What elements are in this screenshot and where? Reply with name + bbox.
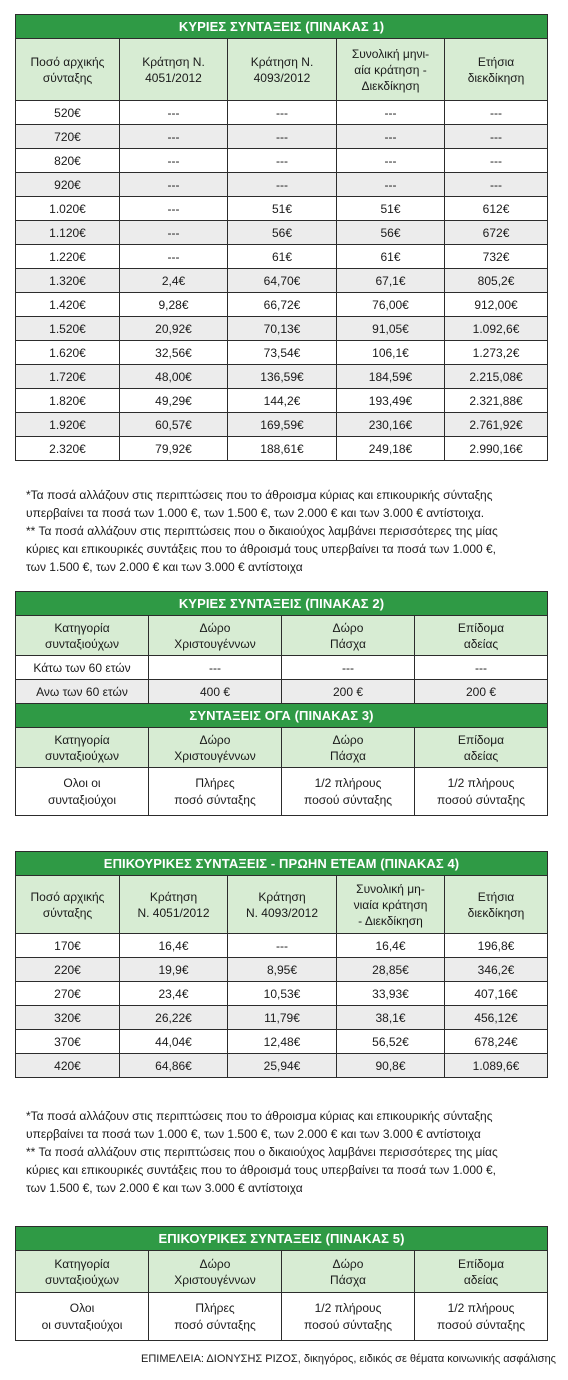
column-header: Δώρο Πάσχα bbox=[282, 728, 415, 768]
table-cell: 61€ bbox=[337, 245, 445, 269]
column-header: Δώρο Πάσχα bbox=[282, 616, 415, 656]
footnote-line: υπερβαίνει τα ποσά των 1.000 €, των 1.500 €, των 2.000 € και των 3.000 € αντίστοιχα. bbox=[26, 506, 485, 520]
table-cell: 1.820€ bbox=[16, 389, 120, 413]
table-cell: 346,2€ bbox=[445, 958, 548, 982]
table-cell: 12,48€ bbox=[228, 1030, 337, 1054]
table-cell: --- bbox=[445, 149, 548, 173]
table-cell: 2.761,92€ bbox=[445, 413, 548, 437]
table-cell: 1.420€ bbox=[16, 293, 120, 317]
column-header: Δώρο Χριστουγέννων bbox=[149, 1251, 282, 1293]
table-cell: 70,13€ bbox=[228, 317, 337, 341]
table-row bbox=[16, 1293, 548, 1341]
table-cell: 520€ bbox=[16, 101, 120, 125]
table-row bbox=[16, 197, 548, 221]
table-cell: 144,2€ bbox=[228, 389, 337, 413]
table-row bbox=[16, 1030, 548, 1054]
table-cell: Κάτω των 60 ετών bbox=[16, 656, 149, 680]
table-row bbox=[16, 680, 548, 704]
table-cell: 188,61€ bbox=[228, 437, 337, 461]
table-cell: 56,52€ bbox=[337, 1030, 445, 1054]
table-cell: 1/2 πλήρους ποσού σύνταξης bbox=[282, 1293, 415, 1341]
table-cell: 184,59€ bbox=[337, 365, 445, 389]
table-cell: 1.220€ bbox=[16, 245, 120, 269]
column-header: Δώρο Χριστουγέννων bbox=[149, 728, 282, 768]
column-header: Κατηγορία συνταξιούχων bbox=[16, 616, 149, 656]
table-cell: Ολοι οι συνταξιούχοι bbox=[16, 768, 149, 816]
table-cell: 1.620€ bbox=[16, 341, 120, 365]
table-cell: Ολοι οι συνταξιούχοι bbox=[16, 1293, 149, 1341]
table-cell: 56€ bbox=[337, 221, 445, 245]
footnote-line: ** Τα ποσά αλλάζουν στις περιπτώσεις που ο δικαιούχος λαμβάνει περισσότερες της μίας bbox=[26, 524, 498, 538]
table-cell: 20,92€ bbox=[120, 317, 228, 341]
column-header: Συνολική μη- νιαία κράτηση - Διεκδίκηση bbox=[337, 876, 445, 934]
table-cell: 456,12€ bbox=[445, 1006, 548, 1030]
column-header: Επίδομα αδείας bbox=[415, 616, 548, 656]
footnotes bbox=[26, 1107, 548, 1197]
table-cell: 76,00€ bbox=[337, 293, 445, 317]
table-cell: 73,54€ bbox=[228, 341, 337, 365]
table-cell: 2,4€ bbox=[120, 269, 228, 293]
table-row bbox=[16, 437, 548, 461]
table-cell: 91,05€ bbox=[337, 317, 445, 341]
column-header: Δώρο Πάσχα bbox=[282, 1251, 415, 1293]
table-cell: 612€ bbox=[445, 197, 548, 221]
table-cell: 169,59€ bbox=[228, 413, 337, 437]
table-cell: 51€ bbox=[337, 197, 445, 221]
editor-credit: ΕΠΙΜΕΛΕΙΑ: ΔΙΟΝΥΣΗΣ ΡΙΖΟΣ, δικηγόρος, ειδικός σε θέματα κοινωνικής ασφάλισης bbox=[141, 1353, 556, 1365]
table-title: ΚΥΡΙΕΣ ΣΥΝΤΑΞΕΙΣ (ΠΙΝΑΚΑΣ 1) bbox=[16, 15, 548, 39]
table-cell: 249,18€ bbox=[337, 437, 445, 461]
column-header: Δώρο Χριστουγέννων bbox=[149, 616, 282, 656]
table-epikourikes-eteam-4 bbox=[15, 851, 548, 1078]
table-row bbox=[16, 317, 548, 341]
footnote-line: των 1.500 €, των 2.000 € και των 3.000 € αντίστοιχα bbox=[26, 1181, 303, 1195]
table-cell: 49,29€ bbox=[120, 389, 228, 413]
table-cell: --- bbox=[445, 101, 548, 125]
table-cell: 200 € bbox=[415, 680, 548, 704]
column-header: Επίδομα αδείας bbox=[415, 1251, 548, 1293]
table-title: ΣΥΝΤΑΞΕΙΣ ΟΓΑ (ΠΙΝΑΚΑΣ 3) bbox=[16, 704, 548, 728]
table-cell: 23,4€ bbox=[120, 982, 228, 1006]
table-row bbox=[16, 173, 548, 197]
table-row bbox=[16, 656, 548, 680]
table-cell: 26,22€ bbox=[120, 1006, 228, 1030]
table-cell: 8,95€ bbox=[228, 958, 337, 982]
table-row bbox=[16, 768, 548, 816]
table-cell: 720€ bbox=[16, 125, 120, 149]
table-title: ΚΥΡΙΕΣ ΣΥΝΤΑΞΕΙΣ (ΠΙΝΑΚΑΣ 2) bbox=[16, 592, 548, 616]
table-row bbox=[16, 221, 548, 245]
table-cell: 56€ bbox=[228, 221, 337, 245]
table-cell: --- bbox=[228, 101, 337, 125]
table-cell: 200 € bbox=[282, 680, 415, 704]
footnote-line: υπερβαίνει τα ποσά των 1.000 €, των 1.500 €, των 2.000 € και των 3.000 € αντίστοιχα bbox=[26, 1127, 481, 1141]
table-body bbox=[16, 101, 548, 461]
table-cell: 220€ bbox=[16, 958, 120, 982]
column-header: Ετήσια διεκδίκηση bbox=[445, 39, 548, 101]
table-cell: 170€ bbox=[16, 934, 120, 958]
column-header: Κράτηση Ν. 4093/2012 bbox=[228, 876, 337, 934]
table-cell: 1.720€ bbox=[16, 365, 120, 389]
table-cell: 61€ bbox=[228, 245, 337, 269]
column-header: Κράτηση Ν. 4093/2012 bbox=[228, 39, 337, 101]
table-row bbox=[16, 149, 548, 173]
column-header: Ποσό αρχικής σύνταξης bbox=[16, 39, 120, 101]
table-title: ΕΠΙΚΟΥΡΙΚΕΣ ΣΥΝΤΑΞΕΙΣ - ΠΡΩΗΝ ΕΤΕΑΜ (ΠΙΝΑΚΑΣ 4) bbox=[16, 852, 548, 876]
table-cell: 400 € bbox=[149, 680, 282, 704]
table-cell: --- bbox=[228, 125, 337, 149]
table-cell: 64,70€ bbox=[228, 269, 337, 293]
table-row bbox=[16, 245, 548, 269]
table-cell: 2.990,16€ bbox=[445, 437, 548, 461]
column-header: Συνολική μηνι- αία κράτηση - Διεκδίκηση bbox=[337, 39, 445, 101]
table-cell: Ανω των 60 ετών bbox=[16, 680, 149, 704]
column-header: Κράτηση Ν. 4051/2012 bbox=[120, 876, 228, 934]
table-cell: 672€ bbox=[445, 221, 548, 245]
table-cell: 32,56€ bbox=[120, 341, 228, 365]
table-row bbox=[16, 101, 548, 125]
table-row bbox=[16, 1006, 548, 1030]
table-cell: 820€ bbox=[16, 149, 120, 173]
table-cell: 79,92€ bbox=[120, 437, 228, 461]
table-cell: 196,8€ bbox=[445, 934, 548, 958]
table-row bbox=[16, 413, 548, 437]
table-cell: --- bbox=[228, 934, 337, 958]
footnote-line: *Τα ποσά αλλάζουν στις περιπτώσεις που το άθροισμα κύριας και επικουρικής σύνταξης bbox=[26, 1109, 493, 1123]
table-row bbox=[16, 1054, 548, 1078]
table-cell: Πλήρες ποσό σύνταξης bbox=[149, 768, 282, 816]
table-cell: 28,85€ bbox=[337, 958, 445, 982]
table-cell: 678,24€ bbox=[445, 1030, 548, 1054]
column-header: Ετήσια διεκδίκηση bbox=[445, 876, 548, 934]
table-row bbox=[16, 269, 548, 293]
table-cell: --- bbox=[228, 173, 337, 197]
table-cell: 38,1€ bbox=[337, 1006, 445, 1030]
table-cell: 920€ bbox=[16, 173, 120, 197]
table-cell: 270€ bbox=[16, 982, 120, 1006]
table-row bbox=[16, 293, 548, 317]
table-cell: --- bbox=[120, 173, 228, 197]
footnote-line: *Τα ποσά αλλάζουν στις περιπτώσεις που το άθροισμα κύριας και επικουρικής σύνταξης bbox=[26, 488, 493, 502]
table-cell: --- bbox=[149, 656, 282, 680]
table-cell: 51€ bbox=[228, 197, 337, 221]
table-kyries-syntakseis-2-oga-3 bbox=[15, 591, 548, 816]
table-cell: --- bbox=[120, 245, 228, 269]
table-cell: 1/2 πλήρους ποσού σύνταξης bbox=[415, 768, 548, 816]
table-cell: --- bbox=[337, 149, 445, 173]
table-cell: 11,79€ bbox=[228, 1006, 337, 1030]
table-cell: 60,57€ bbox=[120, 413, 228, 437]
table-epikourikes-5 bbox=[15, 1226, 548, 1341]
table-cell: 1.020€ bbox=[16, 197, 120, 221]
table-cell: 320€ bbox=[16, 1006, 120, 1030]
table-row bbox=[16, 958, 548, 982]
table-cell: 9,28€ bbox=[120, 293, 228, 317]
table-cell: 912,00€ bbox=[445, 293, 548, 317]
table-cell: 1.120€ bbox=[16, 221, 120, 245]
column-header: Κατηγορία συνταξιούχων bbox=[16, 728, 149, 768]
table-cell: 66,72€ bbox=[228, 293, 337, 317]
table-cell: 25,94€ bbox=[228, 1054, 337, 1078]
table-cell: 90,8€ bbox=[337, 1054, 445, 1078]
table-cell: 420€ bbox=[16, 1054, 120, 1078]
table-cell: --- bbox=[120, 197, 228, 221]
footnote-line: των 1.500 €, των 2.000 € και των 3.000 € αντίστοιχα bbox=[26, 560, 303, 574]
table-body bbox=[16, 934, 548, 1078]
table-cell: 19,9€ bbox=[120, 958, 228, 982]
column-header: Κράτηση Ν. 4051/2012 bbox=[120, 39, 228, 101]
footnotes bbox=[26, 486, 548, 576]
table-cell: 1.320€ bbox=[16, 269, 120, 293]
table-row bbox=[16, 365, 548, 389]
table-cell: --- bbox=[337, 125, 445, 149]
table-row bbox=[16, 341, 548, 365]
table-cell: 1.089,6€ bbox=[445, 1054, 548, 1078]
table-cell: --- bbox=[120, 125, 228, 149]
table-cell: 370€ bbox=[16, 1030, 120, 1054]
table-cell: --- bbox=[415, 656, 548, 680]
table-cell: 2.321,88€ bbox=[445, 389, 548, 413]
table-cell: 732€ bbox=[445, 245, 548, 269]
footnote-line: κύριες και επικουρικές συντάξεις που το άθροισμά τους υπερβαίνει τα ποσά των 1.000 €, bbox=[26, 542, 497, 556]
table-cell: --- bbox=[337, 173, 445, 197]
table-cell: --- bbox=[445, 125, 548, 149]
table-cell: --- bbox=[282, 656, 415, 680]
table-cell: Πλήρες ποσό σύνταξης bbox=[149, 1293, 282, 1341]
table-cell: 230,16€ bbox=[337, 413, 445, 437]
table-title: ΕΠΙΚΟΥΡΙΚΕΣ ΣΥΝΤΑΞΕΙΣ (ΠΙΝΑΚΑΣ 5) bbox=[16, 1227, 548, 1251]
table-cell: 33,93€ bbox=[337, 982, 445, 1006]
table-cell: 2.215,08€ bbox=[445, 365, 548, 389]
column-header: Κατηγορία συνταξιούχων bbox=[16, 1251, 149, 1293]
table-cell: 805,2€ bbox=[445, 269, 548, 293]
column-header: Ποσό αρχικής σύνταξης bbox=[16, 876, 120, 934]
table-cell: 1.273,2€ bbox=[445, 341, 548, 365]
table-cell: --- bbox=[337, 101, 445, 125]
table-cell: 106,1€ bbox=[337, 341, 445, 365]
table-cell: 16,4€ bbox=[120, 934, 228, 958]
table-cell: 48,00€ bbox=[120, 365, 228, 389]
table-cell: 136,59€ bbox=[228, 365, 337, 389]
table-cell: 44,04€ bbox=[120, 1030, 228, 1054]
table-cell: 1.520€ bbox=[16, 317, 120, 341]
table-row bbox=[16, 389, 548, 413]
table-cell: 1.092,6€ bbox=[445, 317, 548, 341]
table-cell: 1/2 πλήρους ποσού σύνταξης bbox=[282, 768, 415, 816]
table-row bbox=[16, 982, 548, 1006]
table-cell: --- bbox=[228, 149, 337, 173]
table-cell: 193,49€ bbox=[337, 389, 445, 413]
table-kyries-syntakseis-1 bbox=[15, 14, 548, 461]
footnote-line: κύριες και επικουρικές συντάξεις που το άθροισμά τους υπερβαίνει τα ποσά των 1.000 €, bbox=[26, 1163, 497, 1177]
table-cell: 16,4€ bbox=[337, 934, 445, 958]
table-cell: --- bbox=[120, 149, 228, 173]
table-cell: 1.920€ bbox=[16, 413, 120, 437]
table-cell: --- bbox=[120, 221, 228, 245]
table-cell: 67,1€ bbox=[337, 269, 445, 293]
column-header: Επίδομα αδείας bbox=[415, 728, 548, 768]
footnote-line: ** Τα ποσά αλλάζουν στις περιπτώσεις που ο δικαιούχος λαμβάνει περισσότερες της μίας bbox=[26, 1145, 498, 1159]
table-cell: 64,86€ bbox=[120, 1054, 228, 1078]
table-row bbox=[16, 934, 548, 958]
table-cell: 407,16€ bbox=[445, 982, 548, 1006]
table-cell: 10,53€ bbox=[228, 982, 337, 1006]
table-cell: --- bbox=[445, 173, 548, 197]
table-cell: 1/2 πλήρους ποσού σύνταξης bbox=[415, 1293, 548, 1341]
table-row bbox=[16, 125, 548, 149]
table-cell: --- bbox=[120, 101, 228, 125]
table-cell: 2.320€ bbox=[16, 437, 120, 461]
